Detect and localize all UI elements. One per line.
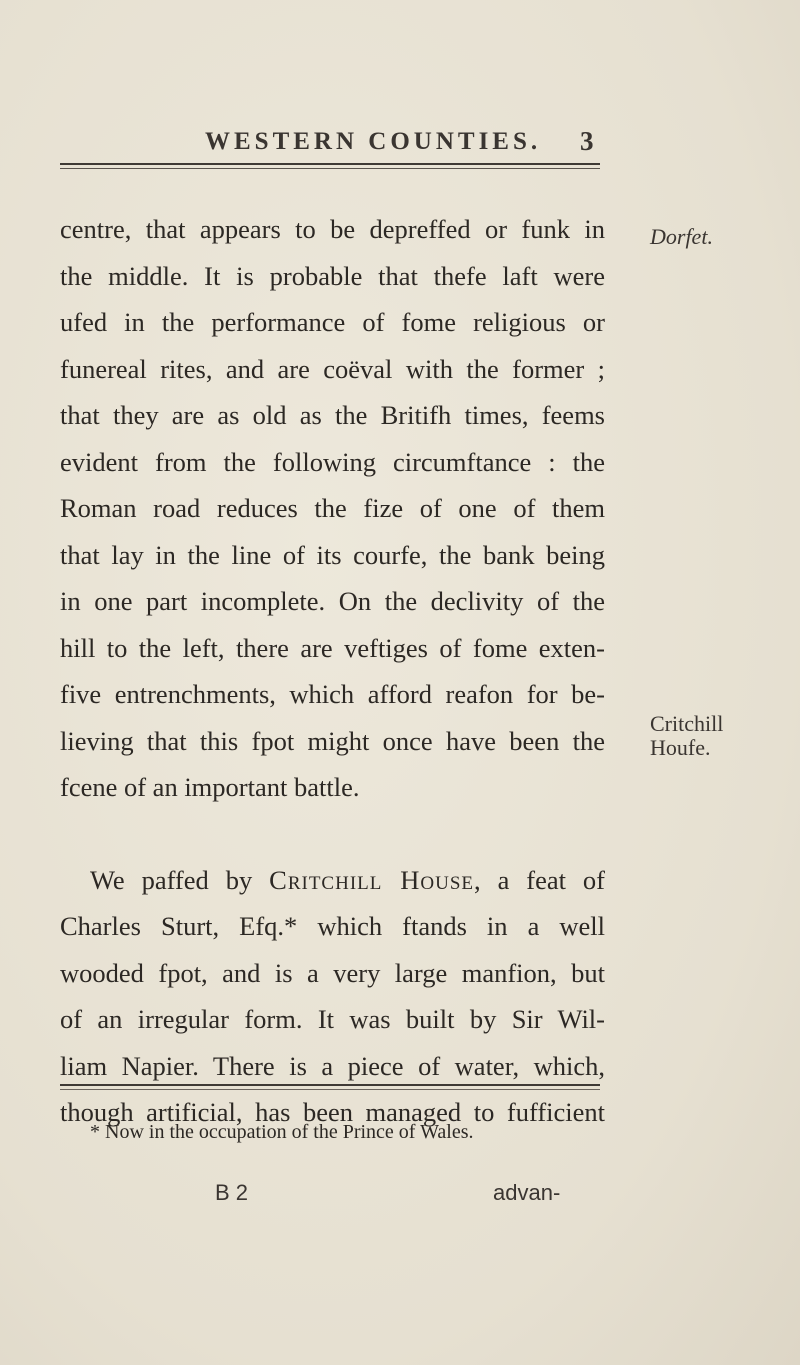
margin-note-critchill [650,712,723,760]
text-line: ufed in the performance of fome religious or [60,307,605,337]
margin-note-dorset: Dorfet. [650,224,713,249]
text-line: evident from the following circumftance : the [60,446,605,477]
text-line: in one part incomplete. On the declivity of the [60,586,605,616]
text-line: though artificial, has been managed to fufficient [60,1097,605,1127]
text-line: funereal rites, and are coëval with the former ; [60,353,605,384]
catchword: advan- [493,1180,561,1205]
margin-note-critchill-line2: Houfe. [650,735,711,760]
header-rule [60,163,600,169]
text-line: five entrenchments, which afford reafon for be- [60,679,605,709]
signature-mark: B 2 [215,1180,249,1205]
text-line-paragraph-start [60,857,605,904]
text-line: lieving that this fpot might once have been the [60,725,605,756]
text-line: liam Napier. There is a piece of water, which, [60,1050,605,1081]
text-line: that lay in the line of its courfe, the bank being [60,539,605,570]
page-number: 3 [580,126,594,156]
body-text [60,206,605,1136]
text-line: of an irregular form. It was built by Sir Wil- [60,1004,605,1034]
text-line: centre, that appears to be depreffed or funk in [60,214,605,244]
text-line: that they are as old as the Britifh times, feems [60,400,605,430]
critchill-house-name: Critchill House [269,864,475,895]
running-head: WESTERN COUNTIES. [205,128,542,155]
text-line: wooded fpot, and is a very large manfion, but [60,957,605,988]
footnote: * Now in the occupation of the Prince of Wales. [90,1121,474,1143]
text-line: fcene of an important battle. [60,772,360,802]
margin-note-critchill-line1: Critchill [650,711,724,736]
text-line: Roman road reduces the fize of one of them [60,493,605,523]
text-line: the middle. It is probable that thefe laft were [60,260,605,291]
footnote-rule [60,1084,600,1090]
text-fragment: , a feat of [474,864,605,895]
text-fragment: We paffed by [90,864,270,895]
text-line: hill to the left, there are veftiges of fome exten- [60,632,605,663]
paragraph-gap [60,811,605,857]
text-line: Charles Sturt, Efq.* which ftands in a well [60,911,605,941]
